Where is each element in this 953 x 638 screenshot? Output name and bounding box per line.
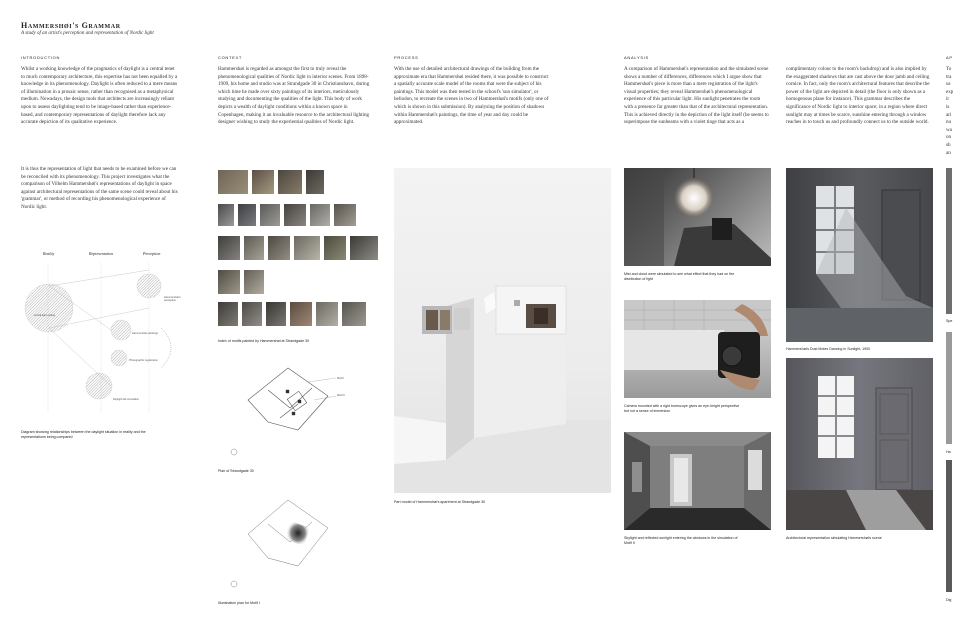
painting-thumbnail (238, 204, 256, 226)
simulation-circle (86, 373, 112, 399)
plan-caption: Plan of Strandgade 30 (218, 469, 254, 473)
heading-analysis: ANALYSIS (624, 55, 649, 60)
painting-thumbnail (218, 236, 240, 260)
diagram-graphic (21, 248, 191, 426)
painting-thumbnail (266, 302, 286, 326)
painting-thumbnail (310, 204, 330, 226)
analysis-paragraph-1: A comparison of Hammershøi's representation and the simulated scene shows a number of differences, differences which I argue show that Hammershøi's piece is more than a mere registration of the light's visual properties; they reveal Hammershøi's phenomenological experience of this particular light. His sunlight penetrates the room with a presence far greater than that of the architectural representation. This is achieved directly in the depiction of the light itself (he seems to superimpose the sunbeams with a violet tinge that acts as a (624, 66, 769, 126)
heading-introduction: INTRODUCTION (21, 55, 61, 60)
next-photo-2 (946, 332, 952, 444)
next-caption-1: Spe (946, 319, 953, 323)
context-paragraph: Hammershøi is regarded as amongst the first to truly reveal the phenomenological qualities of Nordic light in interior scenes. From 1898-1909, his home and studio was at Strandgade 30 in Christianshavn, during which time he made over sixty paintings of its interiors, meticulously studying and documenting the qualities of the light. This body of work depicts a wealth of daylight conditions within a known space in Copenhagen, making it an invaluable resource to the architectural lighting designer wishing to study the experiential qualities of Nordic light. (218, 66, 370, 126)
painting-thumbnail (218, 170, 248, 194)
diagram-caption: Diagram showing relationships between the daylight situation in reality and the representations being compared (21, 430, 146, 439)
plan-label-motif-2: Motif II (337, 394, 345, 397)
diagram-col-reality: Reality (43, 251, 55, 256)
illumination-plan-drawing (228, 494, 358, 590)
diagram-label-perception: Hammershøi's perception (164, 296, 181, 303)
painting-thumbnail (244, 270, 264, 294)
photo-circle (111, 350, 127, 366)
mist-caption: Mist and cloud were simulated to see what effect that they had on the distribution of light (624, 272, 735, 281)
illumination-plan-caption: Illumination plan for Motif I (218, 601, 260, 605)
intro-paragraph-2: It is thus the representation of light that needs to be examined before we can be reconciled with its phenomenology. This project investigates what the comparison of Vilhelm Hammershøi's representations of daylight in space against architectural representations of the same scene could reveal about his 'grammar', or method of recording his phenomenological experience of Nordic light. (21, 166, 178, 210)
architectural-representation-render (786, 358, 933, 530)
architectural-representation-graphic (786, 358, 933, 530)
next-caption-3: Dig (946, 598, 952, 602)
diagram-label-photo: Photographic registration (129, 359, 158, 362)
motif-2-caption: Skylight and reflected sunlight entering the windows in the simulation of Motif II (624, 536, 738, 545)
relationship-diagram (21, 248, 191, 426)
borescope-caption: Camera mounted with a rigid borescope gives an eye-height perspective but not a sense of immersion (624, 404, 740, 413)
diagram-col-representation: Representation (89, 251, 114, 256)
painting-thumbnail (260, 204, 280, 226)
painting-thumbnail (334, 204, 356, 226)
painting-thumbnail (350, 236, 378, 260)
painting-thumbnail (278, 170, 302, 194)
next-paragraph-fragment: To tra us exp it is ari nu wa on sh an (946, 66, 953, 156)
paintings-circle (111, 320, 131, 340)
painting-thumbnail (218, 302, 238, 326)
painting-thumbnail (242, 302, 262, 326)
plan-label-motif-1: Motif I (337, 377, 345, 380)
painting-thumbnail (324, 236, 346, 260)
next-caption-2: Ha (946, 450, 951, 454)
page-subtitle: A study of an artist's perception and representation of Nordic light (21, 31, 154, 36)
perception-circle (137, 274, 161, 298)
next-photo-3 (946, 460, 952, 592)
heading-context: CONTEXT (218, 55, 243, 60)
model-photo-graphic (394, 168, 611, 493)
model-photo-caption: Part model of Hammershøi's apartment at Strandgade 30 (394, 500, 486, 504)
mist-simulation-photo (624, 168, 771, 266)
painting-thumbnail (294, 236, 320, 260)
painting-index-grid (218, 170, 378, 330)
painting-index-caption: Index of motifs painted by Hammershøi at Strandgade 30 (218, 339, 310, 343)
painting-thumbnail (290, 302, 312, 326)
analysis-paragraph-2: complimentary colour to the room's backdrop) and is also implied by the exaggerated shadows that are cast above the door jamb and ceiling cornice. In fact, only the room's architectural features that describe the power of the light are depicted in detail (the floor is only shown as a homogenous plane for instance). This grammar describes the significance of Nordic light to interior space; in a region where direct sunlight may at times be scarce, sunshine entering through a window reaches in to touch us and profoundly connect us to the outside world. (786, 66, 930, 126)
next-photo-1 (946, 168, 952, 314)
mist-simulation-graphic (624, 168, 771, 266)
painting-thumbnail (342, 302, 366, 326)
floor-plan-drawing (228, 360, 358, 452)
dust-motes-painting (786, 168, 933, 342)
painting-thumbnail (218, 204, 234, 226)
painting-thumbnail (316, 302, 338, 326)
reality-circle (25, 284, 73, 332)
page-title: Hammershøi's Grammar (21, 21, 121, 30)
architectural-representation-caption: Architectural representation simulating Hammershøi's scene (786, 536, 882, 540)
model-photo (394, 168, 611, 493)
painting-thumbnail (244, 236, 264, 260)
diagram-col-perception: Perception (143, 251, 161, 256)
diagram-label-simulation: Daylight lab simulation (113, 398, 139, 401)
borescope-camera-graphic (624, 300, 771, 398)
heading-next: AP (946, 55, 953, 60)
painting-thumbnail (252, 170, 274, 194)
dust-motes-caption: Hammershøi's Dust Motes Dancing in Sunlight, 1900 (786, 347, 871, 351)
painting-thumbnail (218, 270, 240, 294)
heading-process: PROCESS (394, 55, 419, 60)
painting-thumbnail (284, 204, 306, 226)
process-paragraph: With the use of detailed architectural drawings of the building from the approximate era that Hammershøi resided there, it was possible to construct a spatially accurate scale model of the rooms that were the subject of his paintings. This model was then tested in the school's 'sun simulator', or heliodon, to recreate the scenes in two of Hammershøi's motifs (only one of which is shown in this submission). By analysing the position of shadows within Hammershøi's paintings, the time of year and day could be approximated. (394, 66, 549, 126)
diagram-label-reality: Actual light setting (34, 314, 56, 317)
diagram-label-paintings: Hammershøi paintings (132, 332, 158, 335)
borescope-camera-photo (624, 300, 771, 398)
motif-2-simulation-graphic (624, 432, 771, 530)
painting-thumbnail (306, 170, 324, 194)
dust-motes-painting-graphic (786, 168, 933, 342)
motif-2-simulation-photo (624, 432, 771, 530)
intro-paragraph-1: Whilst a working knowledge of the pragmatics of daylight is a central tenet to much contemporary architecture, this expertise has not been equalled by a knowledge in its phenomenology. Daylight is often reduced to a mere means of illumination in a prosaic sense, rather than recognised as a metaphysical medium. Nowadays, the design tools that architects are increasingly reliant upon to assess daylighting tend to be image-based rather than experience-based, and contemporary representations of daylight therefore lack any accurate depiction of its qualitative experience. (21, 66, 178, 126)
painting-thumbnail (268, 236, 290, 260)
